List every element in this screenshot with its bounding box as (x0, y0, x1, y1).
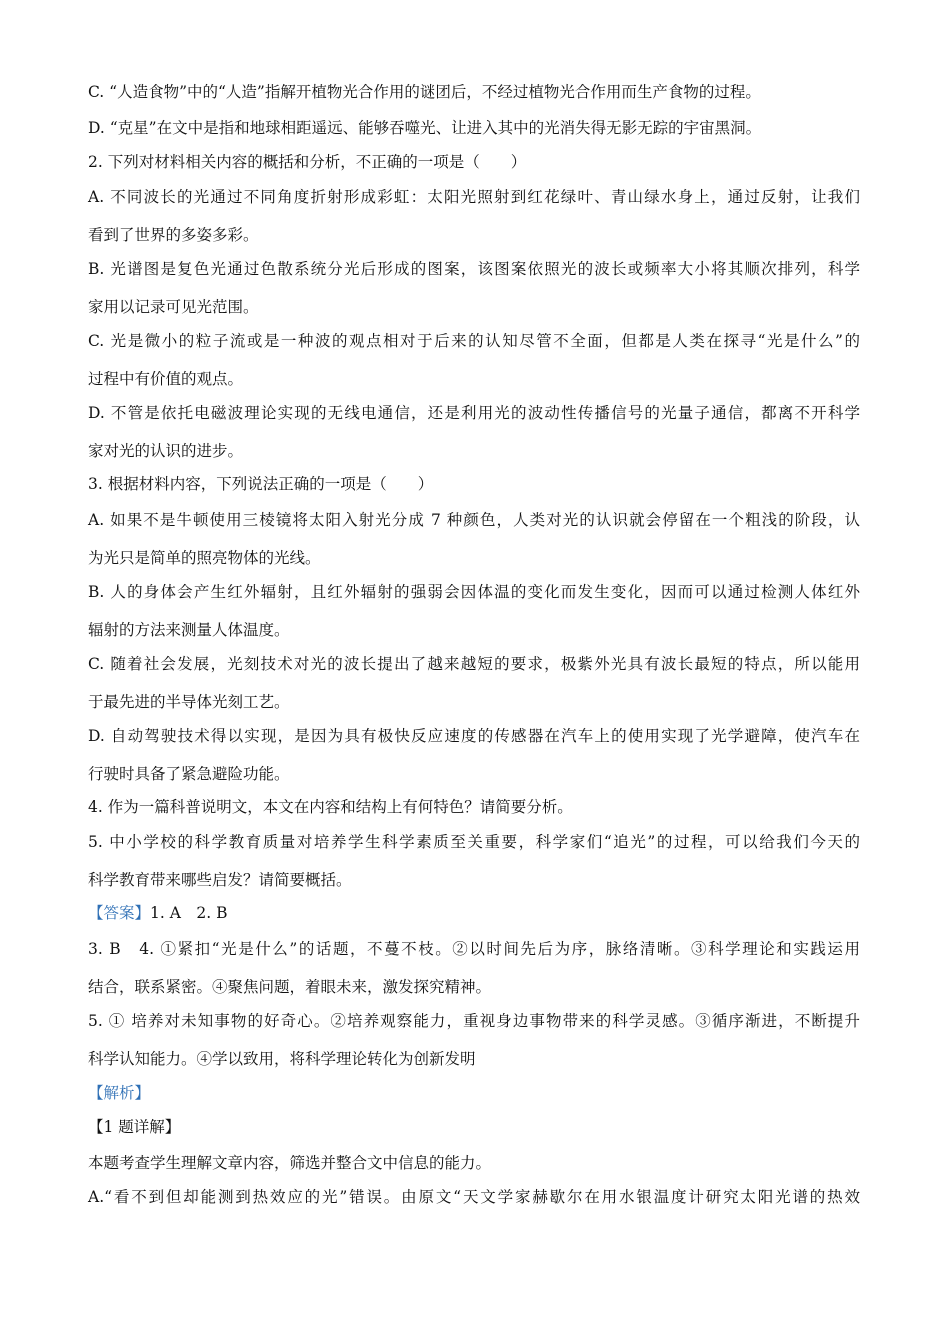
answer-line: 5. ① 培养对未知事物的好奇心。②培养观察能力，重视身边事物带来的科学灵感。③循序渐进，不断提升 (88, 1012, 860, 1030)
q3-option-c: C. 随着社会发展，光刻技术对光的波长提出了越来越短的要求，极紫外光具有波长最短的特点，所以能用 (88, 655, 860, 673)
answer-line: 科学认知能力。④学以致用，将科学理论转化为创新发明 (88, 1050, 476, 1068)
q2-option-b-cont: 家用以记录可见光范围。 (88, 298, 259, 316)
answer-text: 1. A 2. B (150, 904, 228, 922)
detail-line: A.“看不到但却能测到热效应的光”错误。由原文“天文学家赫歇尔在用水银温度计研究太阳光谱的热效 (88, 1188, 860, 1206)
q3-option-d-cont: 行驶时具备了紧急避险功能。 (88, 765, 290, 783)
answer-line: 3. B 4. ①紧扣“光是什么”的话题，不蔓不枝。②以时间先后为序，脉络清晰。③科学理论和实践运用 (88, 940, 860, 958)
detail-tag: 【1 题详解】 (88, 1118, 181, 1136)
q2-option-c-cont: 过程中有价值的观点。 (88, 370, 244, 388)
question-5-cont: 科学教育带来哪些启发？请简要概括。 (88, 871, 352, 889)
q2-option-d: D. 不管是依托电磁波理论实现的无线电通信，还是利用光的波动性传播信号的光量子通信，都离不开科学 (88, 404, 860, 422)
question-5: 5. 中小学校的科学教育质量对培养学生科学素质至关重要，科学家们“追光”的过程，可以给我们今天的 (88, 833, 860, 851)
q2-option-d-cont: 家对光的认识的进步。 (88, 442, 244, 460)
question-2-stem: 2. 下列对材料相关内容的概括和分析，不正确的一项是（ ） (88, 153, 527, 171)
answer-line: 结合，联系紧密。④聚焦问题，着眼未来，激发探究精神。 (88, 978, 492, 996)
q2-option-a: A. 不同波长的光通过不同角度折射形成彩虹：太阳光照射到红花绿叶、青山绿水身上，通过反射，让我们 (88, 188, 860, 206)
question-4: 4. 作为一篇科普说明文，本文在内容和结构上有何特色？请简要分析。 (88, 798, 573, 816)
q2-option-c: C. 光是微小的粒子流或是一种波的观点相对于后来的认知尽管不全面，但都是人类在探寻“光是什么”的 (88, 332, 860, 350)
detail-line: 本题考查学生理解文章内容，筛选并整合文中信息的能力。 (88, 1154, 492, 1172)
q2-option-b: B. 光谱图是复色光通过色散系统分光后形成的图案，该图案依照光的波长或频率大小将其顺次排列，科学 (88, 260, 860, 278)
answer-row (88, 903, 228, 923)
q3-option-b: B. 人的身体会产生红外辐射，且红外辐射的强弱会因体温的变化而发生变化，因而可以通过检测人体红外 (88, 583, 860, 601)
q3-option-b-cont: 辐射的方法来测量人体温度。 (88, 621, 290, 639)
option-d-q1: D. “克星”在文中是指和地球相距遥远、能够吞噬光、让进入其中的光消失得无影无踪的宇宙黑洞。 (88, 119, 762, 137)
question-3-stem: 3. 根据材料内容，下列说法正确的一项是（ ） (88, 475, 434, 493)
q3-option-a-cont: 为光只是简单的照亮物体的光线。 (88, 549, 321, 567)
q3-option-c-cont: 于最先进的半导体光刻工艺。 (88, 693, 290, 711)
option-c-q1: C. “人造食物”中的“人造”指解开植物光合作用的谜团后，不经过植物光合作用而生产食物的过程。 (88, 83, 761, 101)
analysis-tag: 【解析】 (88, 1084, 151, 1102)
answer-tag: 【答案】 (88, 904, 151, 922)
q2-option-a-cont: 看到了世界的多姿多彩。 (88, 226, 259, 244)
q3-option-a: A. 如果不是牛顿使用三棱镜将太阳入射光分成 7 种颜色，人类对光的认识就会停留在一个粗浅的阶段，认 (88, 511, 860, 529)
q3-option-d: D. 自动驾驶技术得以实现，是因为具有极快反应速度的传感器在汽车上的使用实现了光学避障，使汽车在 (88, 727, 860, 745)
